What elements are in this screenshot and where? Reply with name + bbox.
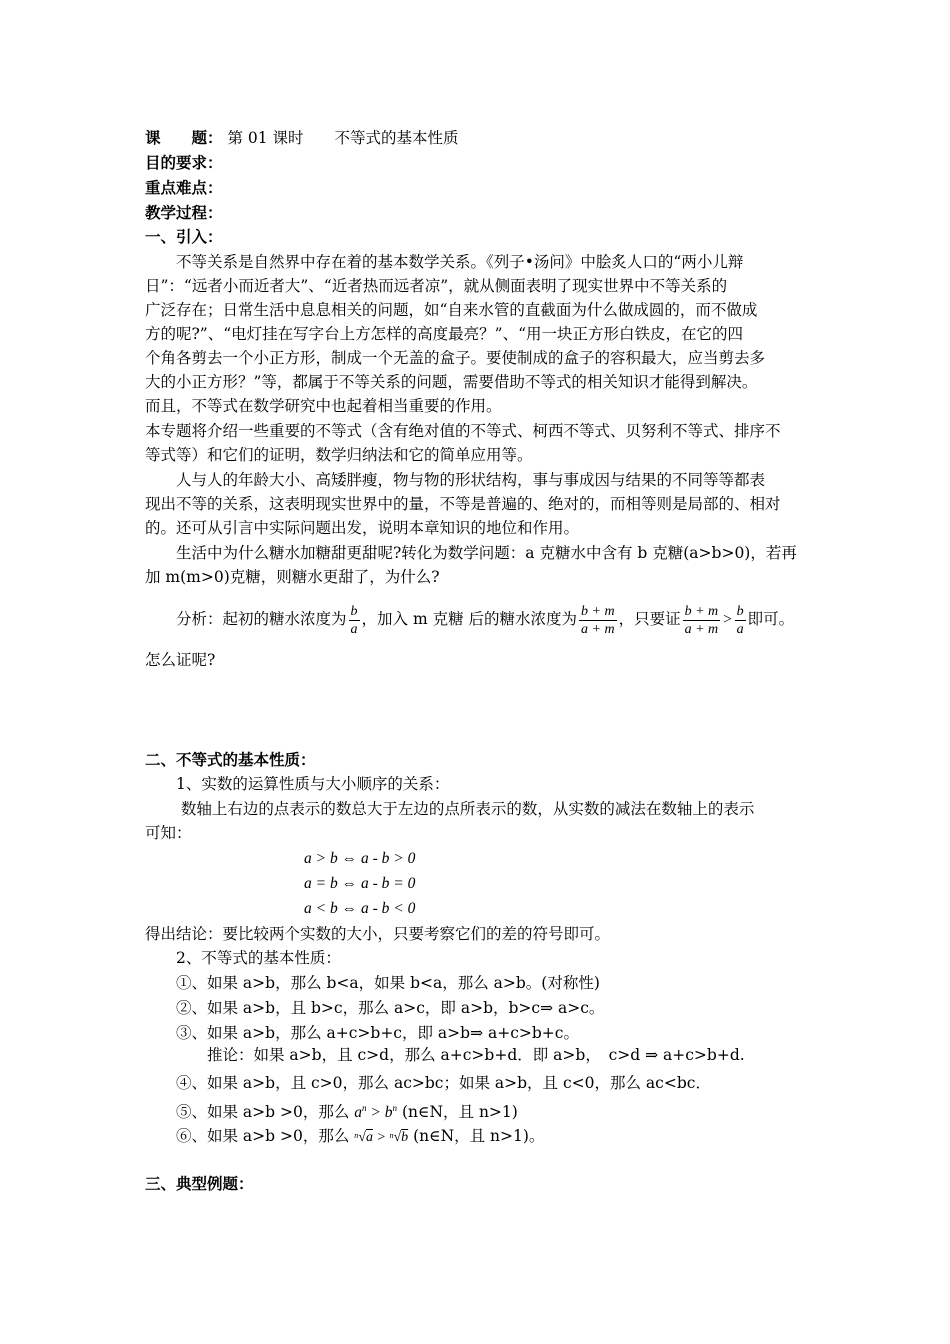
section1-heading: 一、引入： [145,227,223,246]
sugar-problem-line: 加 m(m>0)克糖，则糖水更甜了，为什么? [145,568,440,586]
equivalence-3: a < b ⇔ a - b < 0 [304,900,416,917]
greater-than-sign: > [722,611,733,628]
property-3-corollary: 推论：如果 a>b，且 c>d，那么 a+c>b+d．即 a>b， c>d ⇒ a+c>b+d. [145,1046,745,1064]
number-line-text: 可知： [145,824,192,842]
inequality-line: 现出不等的关系，这表明现实世界中的量，不等是普遍的、绝对的，而相等则是局部的、相对 [145,495,781,513]
property-6-text: ⑥、如果 a>b >0，那么 [145,1127,350,1145]
radicand-b: b [401,1130,409,1145]
property-5-text: ⑤、如果 a>b >0，那么 [145,1103,350,1122]
property-3: ③、如果 a>b，那么 a+c>b+c，即 a>b⇒ a+c>b+c。 [145,1024,579,1042]
root-index: n [389,1131,394,1140]
key-points-label: 重点难点： [145,178,223,197]
number-line-text: 数轴上右边的点表示的数总大于左边的点所表示的数，从实数的减法在数轴上的表示 [145,800,755,818]
power-inequality: $a^n > b^n$ [354,1103,398,1122]
analysis-text: ，加入 m 克糖 后的糖水浓度为 [361,610,577,628]
radicand-a: a [365,1130,373,1145]
exponent: n [392,1103,398,1113]
goal-label: 目的要求： [145,153,223,172]
topic-intro-line: 本专题将介绍一些重要的不等式（含有绝对值的不等式、柯西不等式、贝努利不等式、排序不 [145,422,781,440]
equivalence-2: a = b ⇔ a - b = 0 [304,875,416,892]
topic-value: 第 01 课时 不等式的基本性质 [227,129,459,147]
exponent: n [362,1103,367,1113]
intro-line: 广泛存在；日常生活中息息相关的问题，如“自来水管的直截面为什么做成圆的，而不做成 [145,301,758,319]
section2-heading: 二、不等式的基本性质： [145,750,316,769]
how-to-prove: 怎么证呢? [145,651,216,669]
fraction-b-over-a [349,603,360,638]
denominator: a [350,621,358,637]
root-inequality: $^n$√a > $^n$√b [354,1130,409,1145]
numerator: b + m [581,603,615,619]
root-index: n [354,1131,359,1140]
intro-line: 不等关系是自然界中存在着的基本数学关系。《列子•汤问》中脍炙人口的“两小儿辩 [145,253,744,271]
fraction-b-over-a [735,603,746,638]
property-5 [145,1096,518,1125]
topic-intro-line: 等式等）和它们的证明，数学归纳法和它的简单应用等。 [145,446,533,464]
fraction-bm-over-am [683,603,721,638]
intro-line: 个角各剪去一个小正方形，制成一个无盖的盒子。要使制成的盒子的容积最大，应当剪去多 [145,349,766,367]
subsection1-title: 1、实数的运算性质与大小顺序的关系： [145,775,450,793]
intro-line: 大的小正方形？”等，都属于不等关系的问题，需要借助不等式的相关知识才能得到解决。 [145,373,758,391]
numerator: b [736,603,744,619]
analysis-line [145,598,794,641]
sugar-problem-line: 生活中为什么糖水加糖甜更甜呢?转化为数学问题：a 克糖水中含有 b 克糖(a>b>0)，若再 [145,544,797,562]
equivalence-1: a > b ⇔ a - b > 0 [304,850,416,867]
property-1: ①、如果 a>b，那么 b<a，如果 b<a，那么 a>b。(对称性) [145,974,600,992]
intro-line: 方的呢?”、“电灯挂在写字台上方怎样的高度最亮？”、“用一块正方形白铁皮，在它的四 [145,325,744,343]
analysis-text: ，只要证 [618,610,681,628]
base-a: a [354,1104,363,1122]
analysis-text: 分析：起初的糖水浓度为 [145,610,347,628]
analysis-text: 即可。 [747,610,795,628]
property-2: ②、如果 a>b，且 b>c，那么 a>c，即 a>b，b>c⇒ a>c。 [145,999,605,1017]
process-label: 教学过程： [145,203,223,222]
intro-line: 日”：“远者小而近者大”、“近者热而远者凉”，就从侧面表明了现实世界中不等关系的 [145,277,728,295]
numerator: b [350,603,358,619]
property-5-condition: (n∈N，且 n>1) [401,1103,518,1122]
base-b: b [384,1104,393,1122]
topic-line [145,126,459,150]
property-4: ④、如果 a>b，且 c>0，那么 ac>bc；如果 a>b，且 c<0，那么 ac<bc． [145,1074,711,1092]
topic-label: 课 题： [145,128,223,147]
inequality-line: 的。还可从引言中实际问题出发，说明本章知识的地位和作用。 [145,519,580,537]
fraction-bm-over-am [579,603,617,638]
denominator: a + m [684,621,719,637]
numerator: b + m [684,603,719,619]
conclusion-text: 得出结论：要比较两个实数的大小，只要考察它们的差的符号即可。 [145,925,611,943]
subsection2-title: 2、不等式的基本性质： [145,949,341,967]
section3-heading: 三、典型例题： [145,1174,254,1193]
inequality-line: 人与人的年龄大小、高矮胖瘦，物与物的形状结构，事与事成因与结果的不同等等都表 [145,471,766,489]
property-6-condition: (n∈N，且 n>1)。 [413,1127,545,1145]
denominator: a [736,621,744,637]
property-6 [145,1124,544,1150]
intro-line: 而且，不等式在数学研究中也起着相当重要的作用。 [145,397,502,415]
denominator: a + m [581,621,615,637]
